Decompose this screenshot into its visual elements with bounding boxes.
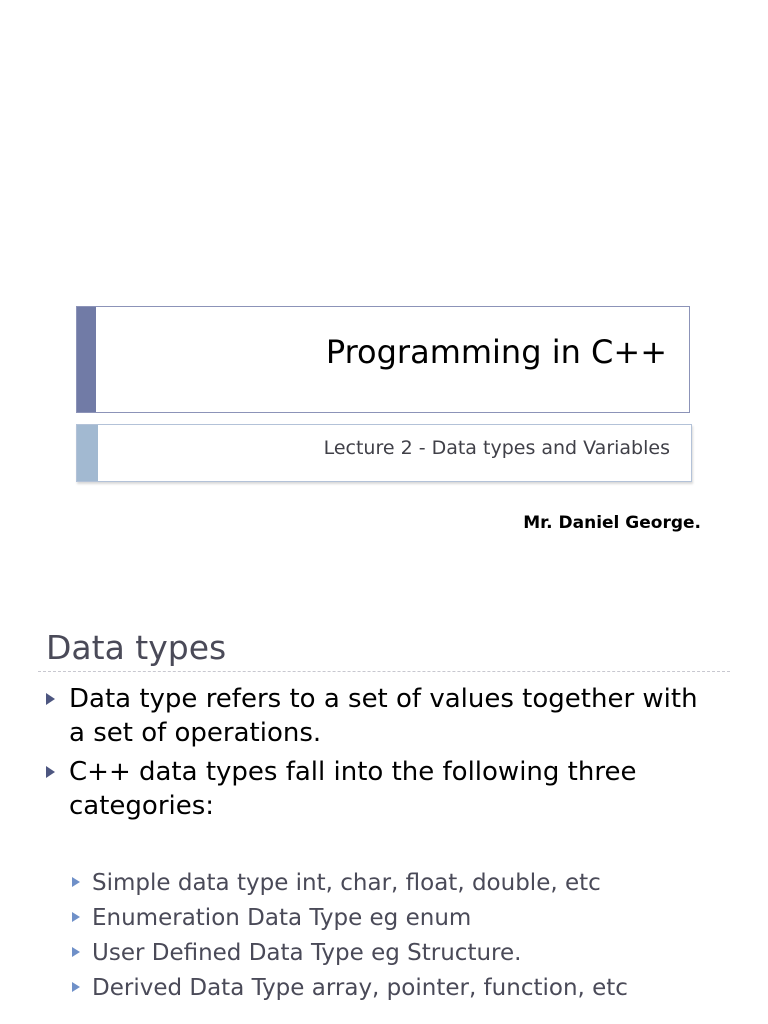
- sub-list-item: [0, 866, 768, 901]
- triangle-bullet-icon: [46, 693, 55, 705]
- list-item: [0, 755, 768, 823]
- subtitle-accent-bar: [77, 425, 98, 481]
- sub-list-item: [0, 971, 768, 1006]
- title-accent-bar: [77, 307, 96, 412]
- sub-list-item: [0, 936, 768, 971]
- list-item-text: C++ data types fall into the following three categories:: [69, 757, 637, 821]
- slide-heading: Data types: [46, 628, 227, 667]
- slide-subtitle: Lecture 2 - Data types and Variables: [323, 437, 670, 459]
- triangle-bullet-icon: [72, 982, 80, 992]
- sub-bullet-list: [0, 866, 768, 1006]
- heading-divider: [38, 671, 730, 672]
- title-box: [76, 306, 690, 413]
- slide-title: Programming in C++: [325, 333, 667, 371]
- triangle-bullet-icon: [46, 766, 55, 778]
- list-item-text: Data type refers to a set of values together with a set of operations.: [69, 684, 698, 748]
- sub-list-item-text: Derived Data Type array, pointer, function, etc: [92, 975, 628, 1001]
- triangle-bullet-icon: [72, 947, 80, 957]
- sub-list-item-text: Enumeration Data Type eg enum: [92, 905, 472, 931]
- triangle-bullet-icon: [72, 912, 80, 922]
- author-name: Mr. Daniel George.: [523, 513, 701, 533]
- list-item: [0, 682, 768, 750]
- bullet-list: [0, 682, 768, 823]
- sub-list-item-text: Simple data type int, char, float, double, etc: [92, 870, 601, 896]
- sub-list-item: [0, 901, 768, 936]
- subtitle-box: [76, 424, 692, 482]
- triangle-bullet-icon: [72, 877, 80, 887]
- sub-list-item-text: User Defined Data Type eg Structure.: [92, 940, 522, 966]
